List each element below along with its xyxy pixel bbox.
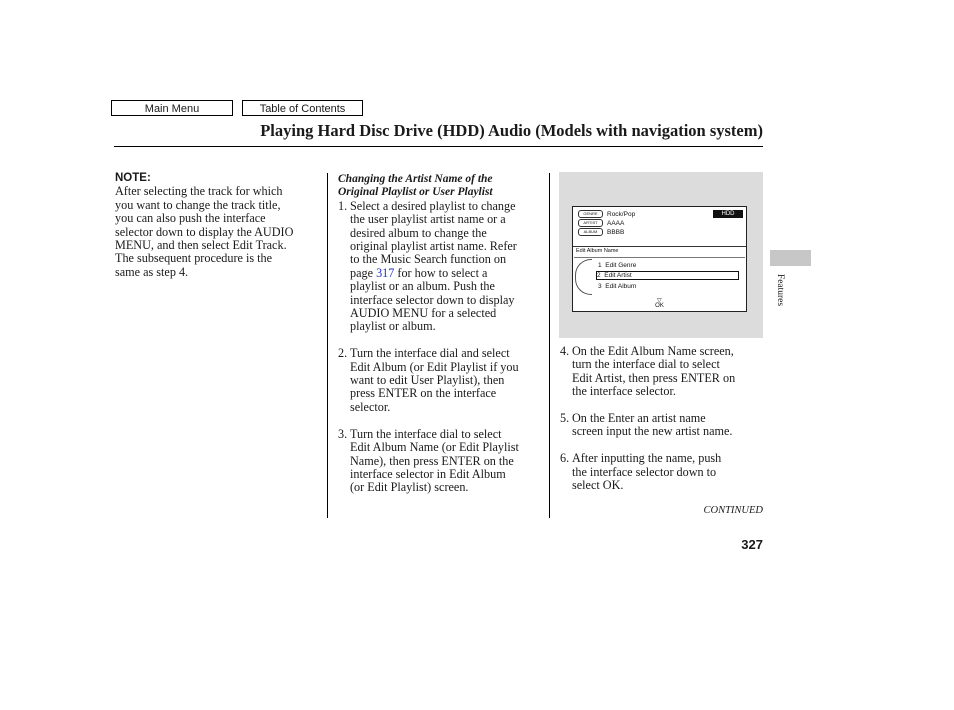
step-line: desired album to change the	[350, 225, 487, 240]
step-line: (or Edit Playlist) screen.	[350, 480, 469, 495]
note-column	[115, 172, 320, 279]
edit-album-name-screen	[572, 206, 747, 312]
page-number: 327	[741, 537, 763, 552]
step-line: Turn the interface dial and select	[350, 346, 510, 361]
step-2	[338, 347, 543, 414]
step-line	[350, 267, 543, 280]
section-tab-label: Features	[775, 273, 785, 307]
step-line: AUDIO MENU for a selected	[350, 306, 497, 321]
screen-subtitle: Edit Album Name	[576, 248, 619, 254]
step-line: On the Enter an artist name	[572, 411, 706, 426]
ok-label: OK	[655, 303, 664, 309]
section-heading-line: Original Playlist or User Playlist	[338, 186, 493, 199]
step-number: 3.	[338, 426, 348, 441]
album-tag: ALBUM	[578, 228, 603, 236]
step-number: 1.	[338, 198, 348, 213]
note-line: MENU, and then select Edit Track.	[115, 238, 287, 253]
step-line: want to edit User Playlist), then	[350, 373, 505, 388]
step-line: interface selector down to display	[350, 292, 515, 307]
step-line: the user playlist artist name or a	[350, 212, 506, 227]
menu-item-edit-album	[598, 282, 738, 291]
note-line: same as step 4.	[115, 264, 189, 279]
chevron-down-icon: ▽	[657, 298, 662, 304]
menu-item-label: Edit Genre	[605, 262, 637, 269]
step-line: Edit Artist, then press ENTER on	[572, 370, 736, 385]
step-line: After inputting the name, push	[572, 451, 722, 466]
screen-divider	[573, 246, 746, 247]
section-tab[interactable]	[770, 250, 811, 266]
genre-value: Rock/Pop	[607, 211, 636, 218]
step-line: Turn the interface dial to select	[350, 426, 502, 441]
step-5	[560, 412, 765, 439]
menu-item-number: 3	[598, 283, 602, 290]
section-heading	[338, 173, 543, 200]
step-6	[560, 452, 765, 492]
note-label: NOTE:	[115, 172, 151, 184]
step-line: On the Edit Album Name screen,	[572, 344, 734, 358]
menu-item-edit-artist	[596, 271, 739, 280]
step-line: the interface selector down to	[572, 464, 717, 479]
page-title: Playing Hard Disc Drive (HDD) Audio (Models with navigation system)	[260, 121, 763, 140]
column-divider	[327, 173, 328, 518]
page-link[interactable]: 317	[376, 265, 395, 280]
step-line: select OK.	[572, 478, 624, 493]
step-line: Edit Album (or Edit Playlist if you	[350, 359, 519, 374]
step-line: press ENTER on the interface	[350, 386, 497, 401]
step-line: the interface selector.	[572, 384, 676, 399]
screen-illustration	[559, 172, 763, 338]
menu-item-edit-genre	[598, 261, 738, 270]
menu-item-label: Edit Artist	[604, 272, 632, 279]
step-line: to the Music Search function on	[350, 252, 507, 267]
screen-row-album	[578, 228, 624, 237]
step-4	[560, 345, 765, 399]
title-divider	[114, 146, 763, 147]
step-line: playlist or an album. Push the	[350, 279, 495, 294]
genre-tag: GENRE	[578, 210, 603, 218]
hdd-badge: HDD	[713, 210, 743, 218]
step-line: Name), then press ENTER on the	[350, 453, 514, 468]
note-line: After selecting the track for which	[115, 184, 283, 199]
artist-tag: ARTIST	[578, 219, 603, 227]
step-number: 6.	[560, 451, 570, 466]
steps-column-right	[560, 345, 765, 492]
step-line: interface selector in Edit Album	[350, 466, 506, 481]
table-of-contents-button[interactable]: Table of Contents	[242, 100, 363, 116]
menu-item-number: 2	[597, 272, 601, 279]
step-line: Select a desired playlist to change	[350, 198, 516, 213]
note-line: you can also push the interface	[115, 211, 266, 226]
page-prefix: page	[350, 265, 377, 280]
main-menu-button[interactable]: Main Menu	[111, 100, 233, 116]
page-suffix: for how to select a	[394, 265, 488, 280]
step-line: Edit Album Name (or Edit Playlist	[350, 440, 519, 455]
menu-item-label: Edit Album	[605, 283, 637, 290]
step-line: original playlist artist name. Refer	[350, 239, 517, 254]
step-number: 5.	[560, 411, 570, 426]
step-line: screen input the new artist name.	[572, 424, 733, 439]
section-heading-line: Changing the Artist Name of the	[338, 173, 493, 185]
note-line: you want to change the track title,	[115, 197, 281, 212]
steps-column	[338, 173, 543, 495]
column-divider	[549, 173, 550, 518]
step-line: turn the interface dial to select	[572, 357, 720, 372]
album-value: BBBB	[607, 229, 625, 236]
step-1	[338, 200, 543, 334]
step-number: 4.	[560, 344, 570, 358]
note-line: selector down to display the AUDIO	[115, 224, 294, 239]
artist-value: AAAA	[607, 220, 625, 227]
note-line: The subsequent procedure is the	[115, 251, 273, 266]
screen-row-genre	[578, 210, 635, 219]
step-3	[338, 428, 543, 495]
step-line: playlist or album.	[350, 319, 436, 334]
screen-row-artist	[578, 219, 624, 228]
step-line: selector.	[350, 399, 391, 414]
menu-item-number: 1	[598, 262, 602, 269]
continued-label: CONTINUED	[703, 505, 763, 516]
step-number: 2.	[338, 346, 348, 361]
